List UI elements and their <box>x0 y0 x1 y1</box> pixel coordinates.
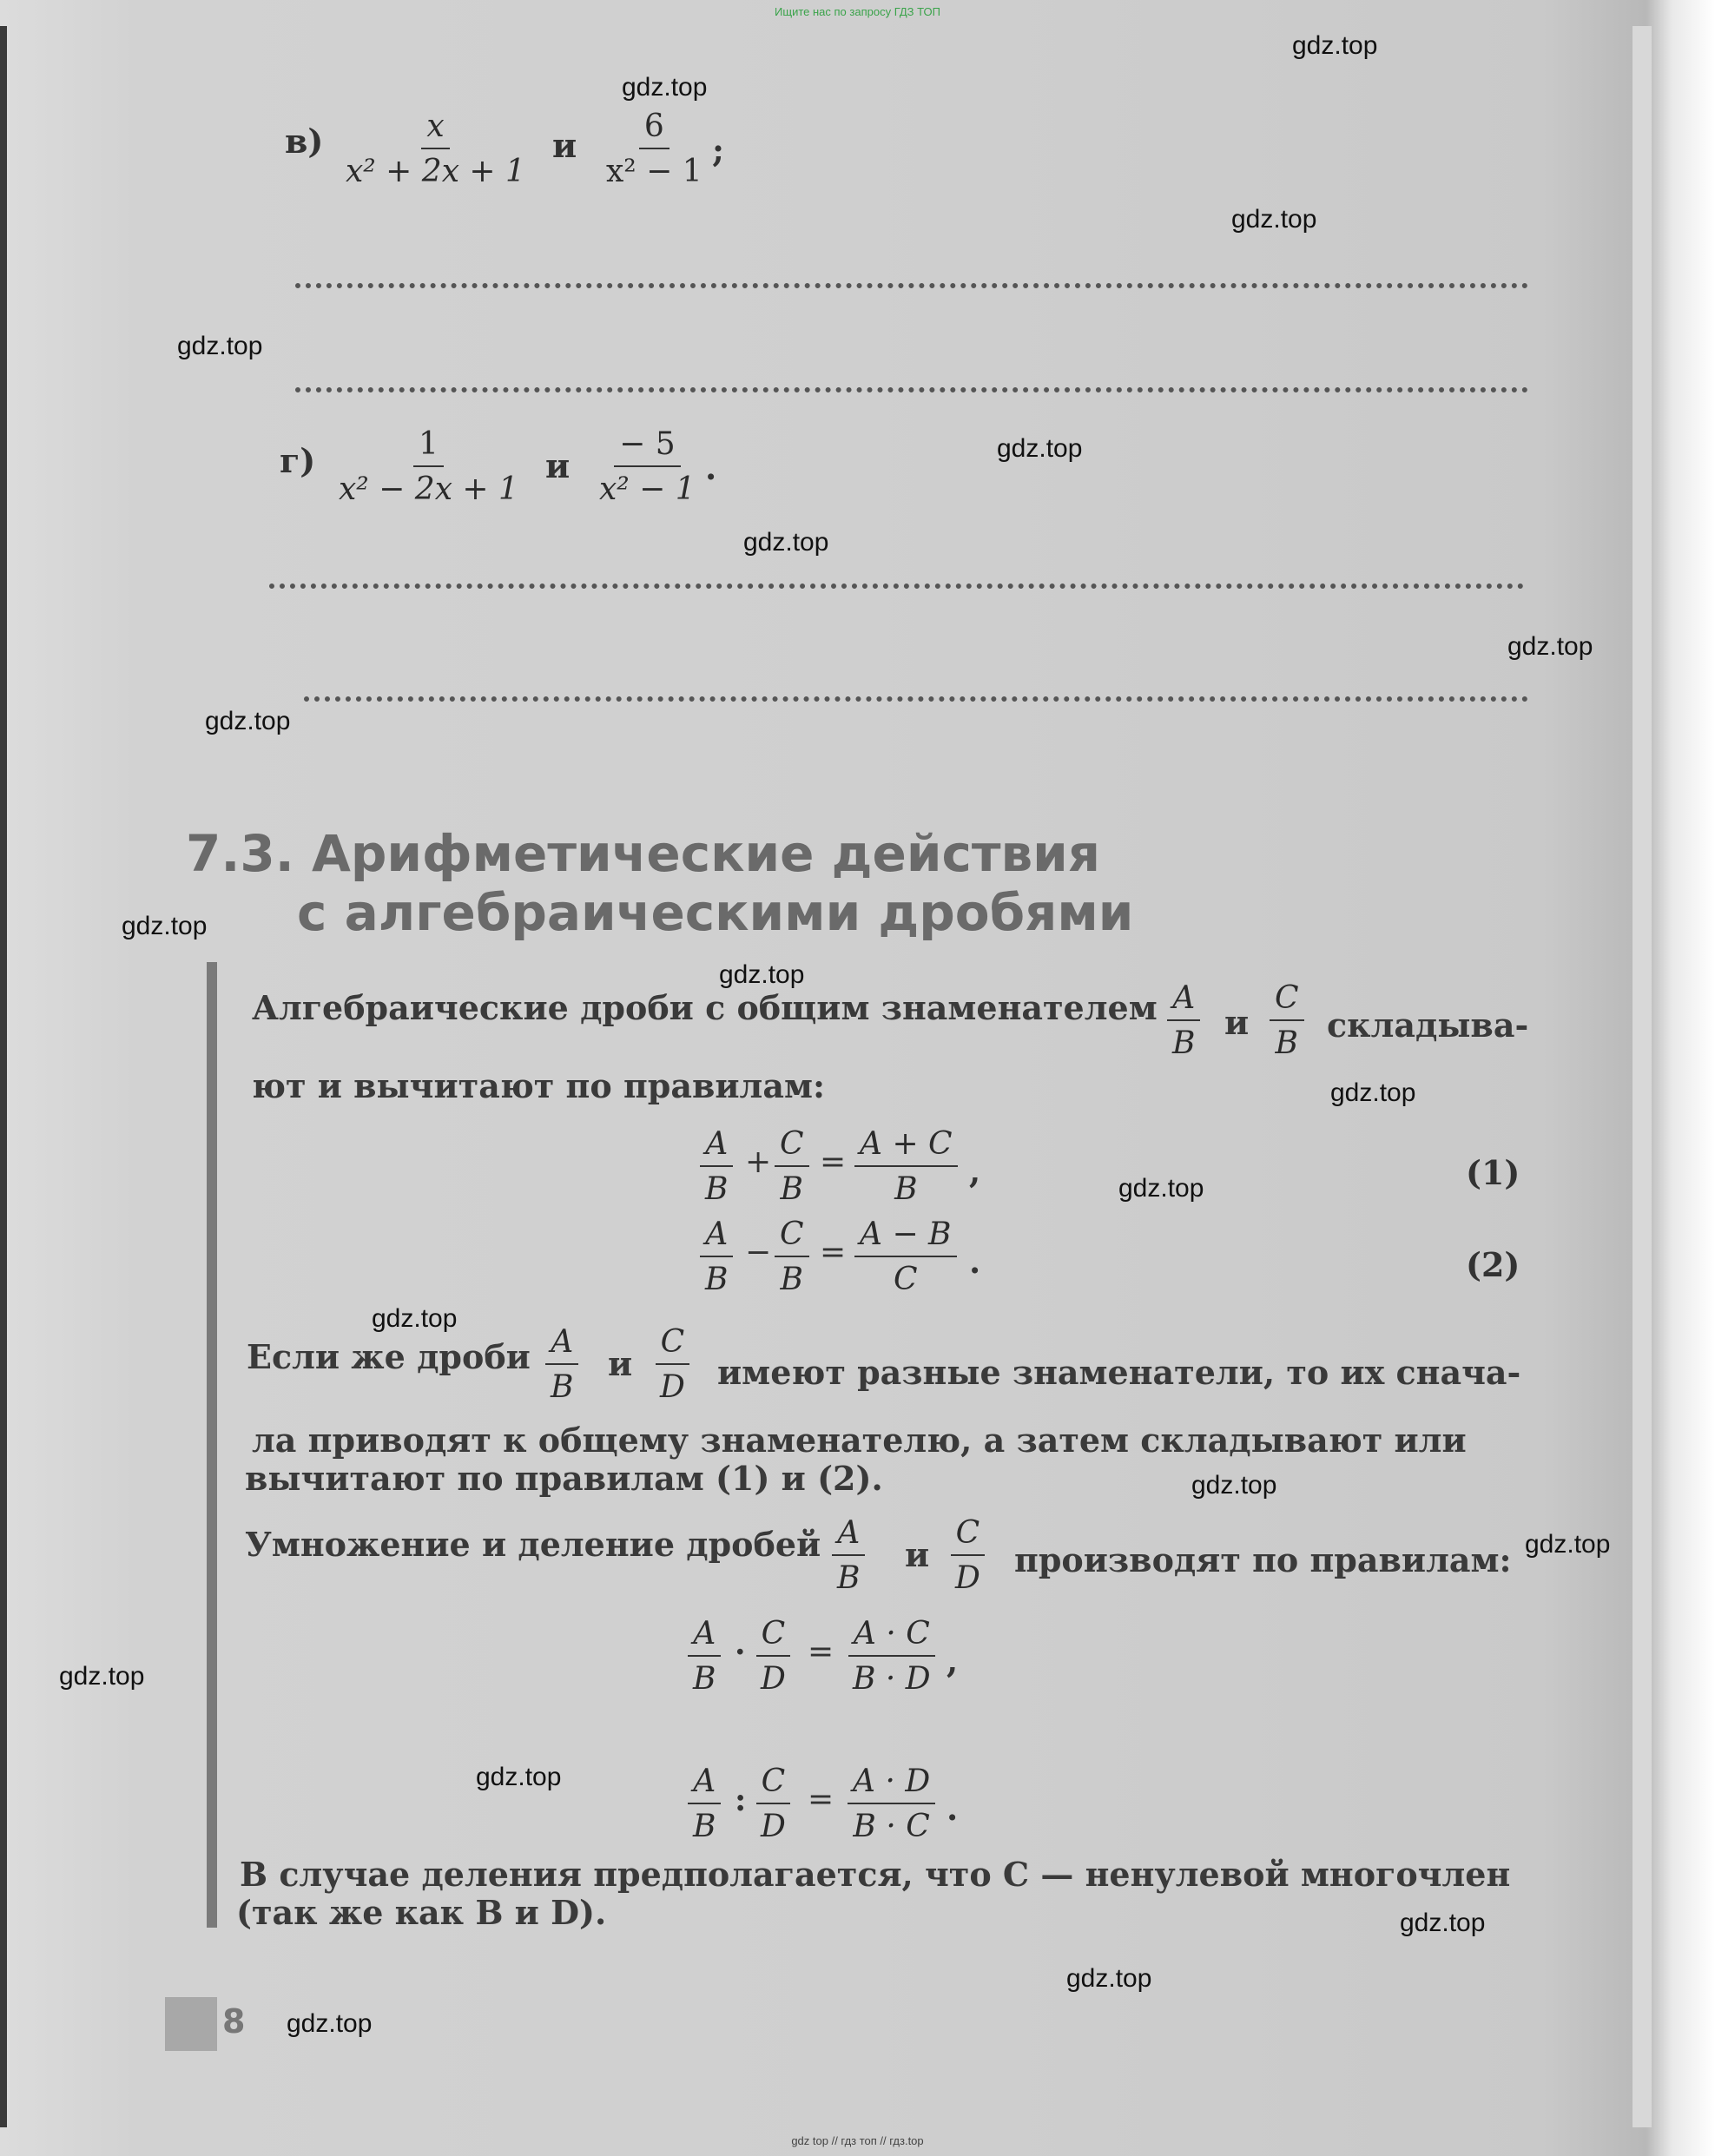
fraction-denominator: B <box>837 1560 861 1596</box>
fraction-c-over-d <box>950 1515 986 1596</box>
div-period: . <box>947 1789 959 1828</box>
fraction-denominator: x² − 1 <box>606 154 702 189</box>
rule-sidebar-bar <box>207 962 217 1928</box>
fraction-denominator: D <box>761 1809 786 1844</box>
watermark: gdz.top <box>205 707 291 735</box>
rule-p3-and: и <box>905 1535 930 1574</box>
fraction-numerator: A · D <box>848 1766 935 1804</box>
page-number-box <box>165 1997 217 2051</box>
fraction-denominator: x² − 2x + 1 <box>339 471 518 507</box>
exercise-g-label: г) <box>280 441 316 480</box>
answer-line <box>304 696 1528 702</box>
answer-line <box>295 283 1528 288</box>
watermark: gdz.top <box>719 960 805 989</box>
equals-sign: = <box>808 1782 834 1817</box>
watermark: gdz.top <box>743 528 829 557</box>
rule-p4-line-2: (так же как B и D). <box>236 1893 607 1932</box>
watermark: gdz.top <box>997 434 1083 463</box>
exercise-g-fraction-1 <box>333 426 524 507</box>
fraction-numerator: C <box>756 1619 791 1657</box>
watermark: gdz.top <box>177 332 263 360</box>
fraction-numerator: A <box>545 1327 578 1365</box>
fraction-numerator: A <box>700 1129 733 1167</box>
div-term-a-b <box>688 1766 721 1843</box>
divide-sign: : <box>735 1782 747 1818</box>
watermark: gdz.top <box>59 1662 145 1691</box>
fraction-c-over-d <box>655 1324 690 1405</box>
rule-p1-text-end: складыва- <box>1327 1005 1529 1045</box>
formula-1-term-a-b <box>700 1126 733 1207</box>
page-number: 8 <box>222 2002 246 2041</box>
equals-sign: = <box>820 1235 847 1270</box>
formula-2-term-a-b <box>700 1216 733 1297</box>
exercise-v-fraction-2 <box>601 111 708 188</box>
watermark: gdz.top <box>1330 1078 1416 1107</box>
section-title-line-1: Арифметические действия <box>311 824 1101 883</box>
exercise-v-punctuation: ; <box>712 130 725 169</box>
fraction-denominator: B <box>1275 1025 1298 1061</box>
mul-result <box>848 1616 936 1697</box>
fraction-c-over-b <box>1270 980 1304 1061</box>
fraction-numerator: 1 <box>413 429 444 467</box>
watermark: gdz.top <box>1118 1174 1204 1203</box>
fraction-numerator: C <box>951 1518 986 1556</box>
fraction-denominator: B · C <box>853 1809 930 1844</box>
fraction-denominator: D <box>955 1560 980 1596</box>
fraction-denominator: D <box>761 1661 786 1697</box>
fraction-numerator: A <box>700 1219 733 1257</box>
formula-1-result <box>854 1126 958 1207</box>
fraction-denominator: B <box>551 1369 574 1405</box>
rule-p2-line-2: ла приводят к общему знаменателю, а затем складывают или <box>252 1421 1467 1460</box>
fraction-denominator: x² − 1 <box>599 471 696 507</box>
exercise-v-fraction-1 <box>340 111 531 188</box>
div-result <box>848 1766 935 1843</box>
fraction-numerator: C <box>756 1766 791 1804</box>
bottom-banner[interactable]: gdz top // гдз топ // гдз.top <box>791 2134 924 2147</box>
rule-p1-line-2: ют и вычитают по правилам: <box>252 1066 825 1105</box>
fraction-denominator: B <box>693 1661 716 1697</box>
rule-p2-text-end: имеют разные знаменатели, то их снача- <box>717 1353 1521 1392</box>
fraction-denominator: x² + 2x + 1 <box>346 154 525 189</box>
mul-term-c-d <box>755 1616 791 1697</box>
formula-1-term-c-b <box>775 1126 809 1207</box>
page-left-edge <box>0 26 7 2127</box>
fraction-numerator: A <box>1167 983 1200 1021</box>
exercise-g-fraction-2 <box>594 426 701 507</box>
fraction-a-over-b <box>545 1324 578 1405</box>
section-title-line-2: с алгебраическими дробями <box>297 883 1134 942</box>
plus-sign: + <box>745 1144 772 1180</box>
fraction-denominator: B <box>780 1171 803 1207</box>
fraction-numerator: A · C <box>848 1619 935 1657</box>
rule-p2-and: и <box>608 1344 633 1383</box>
fraction-numerator: C <box>656 1327 690 1365</box>
watermark: gdz.top <box>1292 31 1378 60</box>
fraction-numerator: x <box>421 111 449 149</box>
rule-p4-line-1: В случае деления предполагается, что C — ненулевой многочлен <box>240 1855 1511 1894</box>
minus-sign: − <box>745 1235 772 1270</box>
rule-p3-text: Умножение и деление дробей <box>245 1525 821 1564</box>
fraction-numerator: C <box>775 1219 809 1257</box>
mul-comma: , <box>947 1641 959 1680</box>
formula-1-comma: , <box>969 1151 981 1190</box>
fraction-numerator: A <box>832 1518 865 1556</box>
fraction-numerator: A <box>688 1766 721 1804</box>
watermark: gdz.top <box>1400 1909 1486 1937</box>
fraction-numerator: A <box>688 1619 721 1657</box>
exercise-g-punctuation: . <box>705 448 717 487</box>
formula-2-term-c-b <box>775 1216 809 1297</box>
formula-2-result <box>854 1216 957 1297</box>
fraction-a-over-b <box>1167 980 1200 1061</box>
fraction-denominator: B <box>894 1171 918 1207</box>
section-heading <box>186 824 1101 883</box>
watermark: gdz.top <box>372 1304 458 1333</box>
watermark: gdz.top <box>476 1763 562 1791</box>
watermark: gdz.top <box>1066 1964 1152 1993</box>
rule-p1-text: Алгебраические дроби с общим знаменателем <box>252 988 1158 1027</box>
fraction-denominator: C <box>893 1262 918 1297</box>
fraction-denominator: B <box>780 1262 803 1297</box>
watermark: gdz.top <box>622 73 708 102</box>
watermark: gdz.top <box>287 2009 373 2038</box>
watermark: gdz.top <box>1525 1530 1611 1559</box>
multiply-sign: · <box>735 1634 746 1671</box>
exercise-g-conjunction: и <box>545 446 571 485</box>
rule-p1-and: и <box>1224 1003 1250 1042</box>
fraction-denominator: D <box>660 1369 685 1405</box>
exercise-v-conjunction: и <box>552 126 577 165</box>
fraction-numerator: C <box>1270 983 1304 1021</box>
equals-sign: = <box>808 1634 834 1670</box>
fraction-denominator: B <box>705 1262 729 1297</box>
watermark: gdz.top <box>1507 632 1593 661</box>
fraction-numerator: − 5 <box>614 429 681 467</box>
fraction-a-over-b <box>832 1515 865 1596</box>
rule-p2-line-3: вычитают по правилам (1) и (2). <box>245 1459 883 1498</box>
mul-term-a-b <box>688 1616 721 1697</box>
fraction-denominator: B <box>693 1809 716 1844</box>
fraction-denominator: B · D <box>853 1661 931 1697</box>
answer-line <box>269 584 1524 589</box>
fraction-numerator: 6 <box>639 111 670 149</box>
formula-2-number: (2) <box>1466 1245 1520 1284</box>
formula-1-number: (1) <box>1466 1153 1520 1192</box>
rule-p2-text: Если же дроби <box>247 1337 531 1376</box>
watermark: gdz.top <box>122 912 208 940</box>
fraction-numerator: A − B <box>854 1219 957 1257</box>
watermark: gdz.top <box>1191 1471 1277 1500</box>
div-term-c-d <box>755 1766 791 1843</box>
section-number: 7.3. <box>186 824 294 883</box>
equals-sign: = <box>820 1144 847 1180</box>
fraction-denominator: B <box>1172 1025 1196 1061</box>
rule-p3-text-end: производят по правилам: <box>1014 1540 1512 1579</box>
fraction-numerator: C <box>775 1129 809 1167</box>
top-banner[interactable]: Ищите нас по запросу ГДЗ ТОП <box>775 5 940 18</box>
exercise-v-label: в) <box>285 122 324 161</box>
answer-line <box>295 387 1528 392</box>
fraction-numerator: A + C <box>854 1129 958 1167</box>
page-right-edge <box>1633 26 1652 2127</box>
formula-2-period: . <box>969 1242 981 1281</box>
watermark: gdz.top <box>1231 205 1317 234</box>
fraction-denominator: B <box>705 1171 729 1207</box>
